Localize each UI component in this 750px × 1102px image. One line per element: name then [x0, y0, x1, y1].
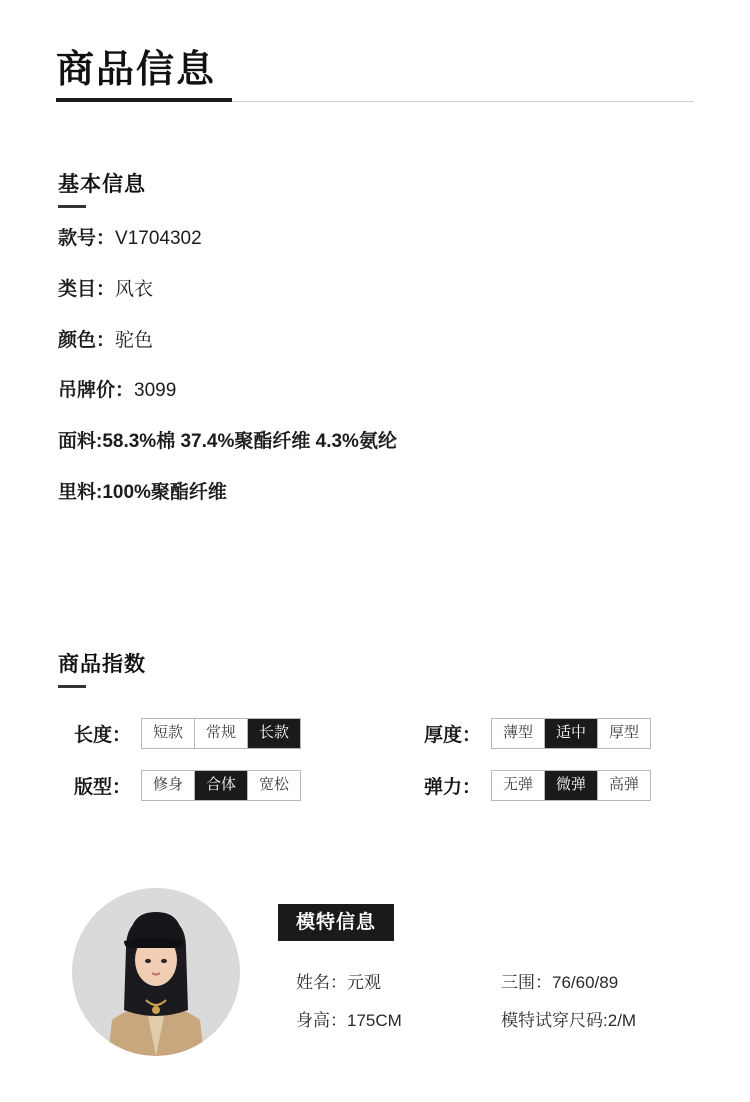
index-option-selected[interactable]: 适中 [545, 719, 598, 748]
index-label-fit: 版型： [74, 776, 132, 798]
model-section [0, 880, 750, 1080]
model-size-value: 2/M [607, 1011, 637, 1030]
model-measurements-label: 三围： [501, 973, 552, 992]
index-option[interactable]: 修身 [142, 771, 195, 800]
page-title: 商品信息 [56, 49, 217, 91]
info-row-value: 风衣 [115, 278, 154, 300]
index-option[interactable]: 高弹 [609, 776, 640, 793]
info-row-label: 吊牌价： [58, 380, 135, 402]
model-avatar [72, 888, 240, 1056]
info-row-label: 类目： [58, 278, 116, 300]
heading-accent-bar [58, 205, 86, 208]
index-option[interactable]: 厚型 [609, 724, 640, 741]
index-option[interactable]: 无弹 [492, 771, 545, 800]
info-row-label: 款号： [58, 228, 116, 249]
info-row-value: 58.3%棉 37.4%聚酯纤维 4.3%氨纶 [102, 431, 397, 453]
info-row [58, 482, 698, 505]
section-heading-product-index-label: 商品指数 [58, 653, 146, 676]
section-heading-basic-info-label: 基本信息 [58, 173, 146, 196]
info-row [58, 380, 698, 403]
page-title-block [56, 48, 694, 94]
model-photo-illustration [72, 888, 240, 1056]
index-group-fit [74, 770, 301, 801]
model-info-row [296, 1006, 706, 1044]
model-size-label: 模特试穿尺码: [501, 1011, 608, 1030]
model-name-value: 元观 [347, 973, 381, 992]
info-row-value: 3099 [134, 380, 177, 402]
index-label-elasticity: 弹力： [424, 776, 482, 798]
model-info-tag: 模特信息 [278, 904, 394, 941]
model-height-value: 175CM [347, 1011, 402, 1030]
index-options-length [141, 718, 301, 749]
heading-accent-bar [58, 685, 86, 688]
model-height-label: 身高： [296, 1011, 347, 1030]
index-option-selected[interactable]: 长款 [248, 719, 300, 748]
info-row [58, 431, 698, 454]
index-options-thickness [491, 718, 651, 749]
index-group-elasticity [424, 770, 651, 801]
index-group-length [74, 718, 301, 749]
model-size-field [501, 1006, 636, 1031]
index-label-thickness: 厚度： [424, 724, 482, 746]
info-row-value: 驼色 [115, 329, 154, 351]
section-heading-product-index [58, 648, 146, 678]
info-row-label: 面料: [58, 431, 103, 453]
index-row [58, 718, 698, 770]
info-row [58, 228, 698, 251]
basic-info-list [58, 228, 698, 533]
index-group-thickness [424, 718, 651, 749]
index-option[interactable]: 常规 [195, 719, 248, 748]
model-info-table [296, 968, 706, 1044]
model-height-field [296, 1006, 402, 1031]
title-underline [56, 98, 232, 102]
index-option[interactable]: 薄型 [492, 719, 545, 748]
index-option[interactable]: 短款 [142, 719, 195, 748]
model-name-field [296, 968, 381, 993]
index-option[interactable]: 宽松 [259, 776, 290, 793]
index-row [58, 770, 698, 822]
index-options-elasticity [491, 770, 651, 801]
model-measurements-value: 76/60/89 [552, 973, 619, 992]
model-name-label: 姓名： [296, 973, 347, 992]
index-option-selected[interactable]: 微弹 [545, 771, 598, 800]
index-options-fit [141, 770, 301, 801]
product-index-grid [58, 718, 698, 822]
info-row-label: 里料: [58, 481, 103, 503]
info-row [58, 330, 698, 353]
model-info-row [296, 968, 706, 1006]
info-row [58, 279, 698, 302]
info-row-label: 颜色： [58, 329, 116, 351]
info-row-value: V1704302 [115, 228, 202, 249]
info-row-value: 100%聚酯纤维 [102, 481, 227, 503]
index-option-selected[interactable]: 合体 [195, 771, 248, 800]
model-measurements-field [501, 968, 618, 993]
index-label-length: 长度： [74, 724, 132, 746]
section-heading-basic-info [58, 168, 146, 198]
